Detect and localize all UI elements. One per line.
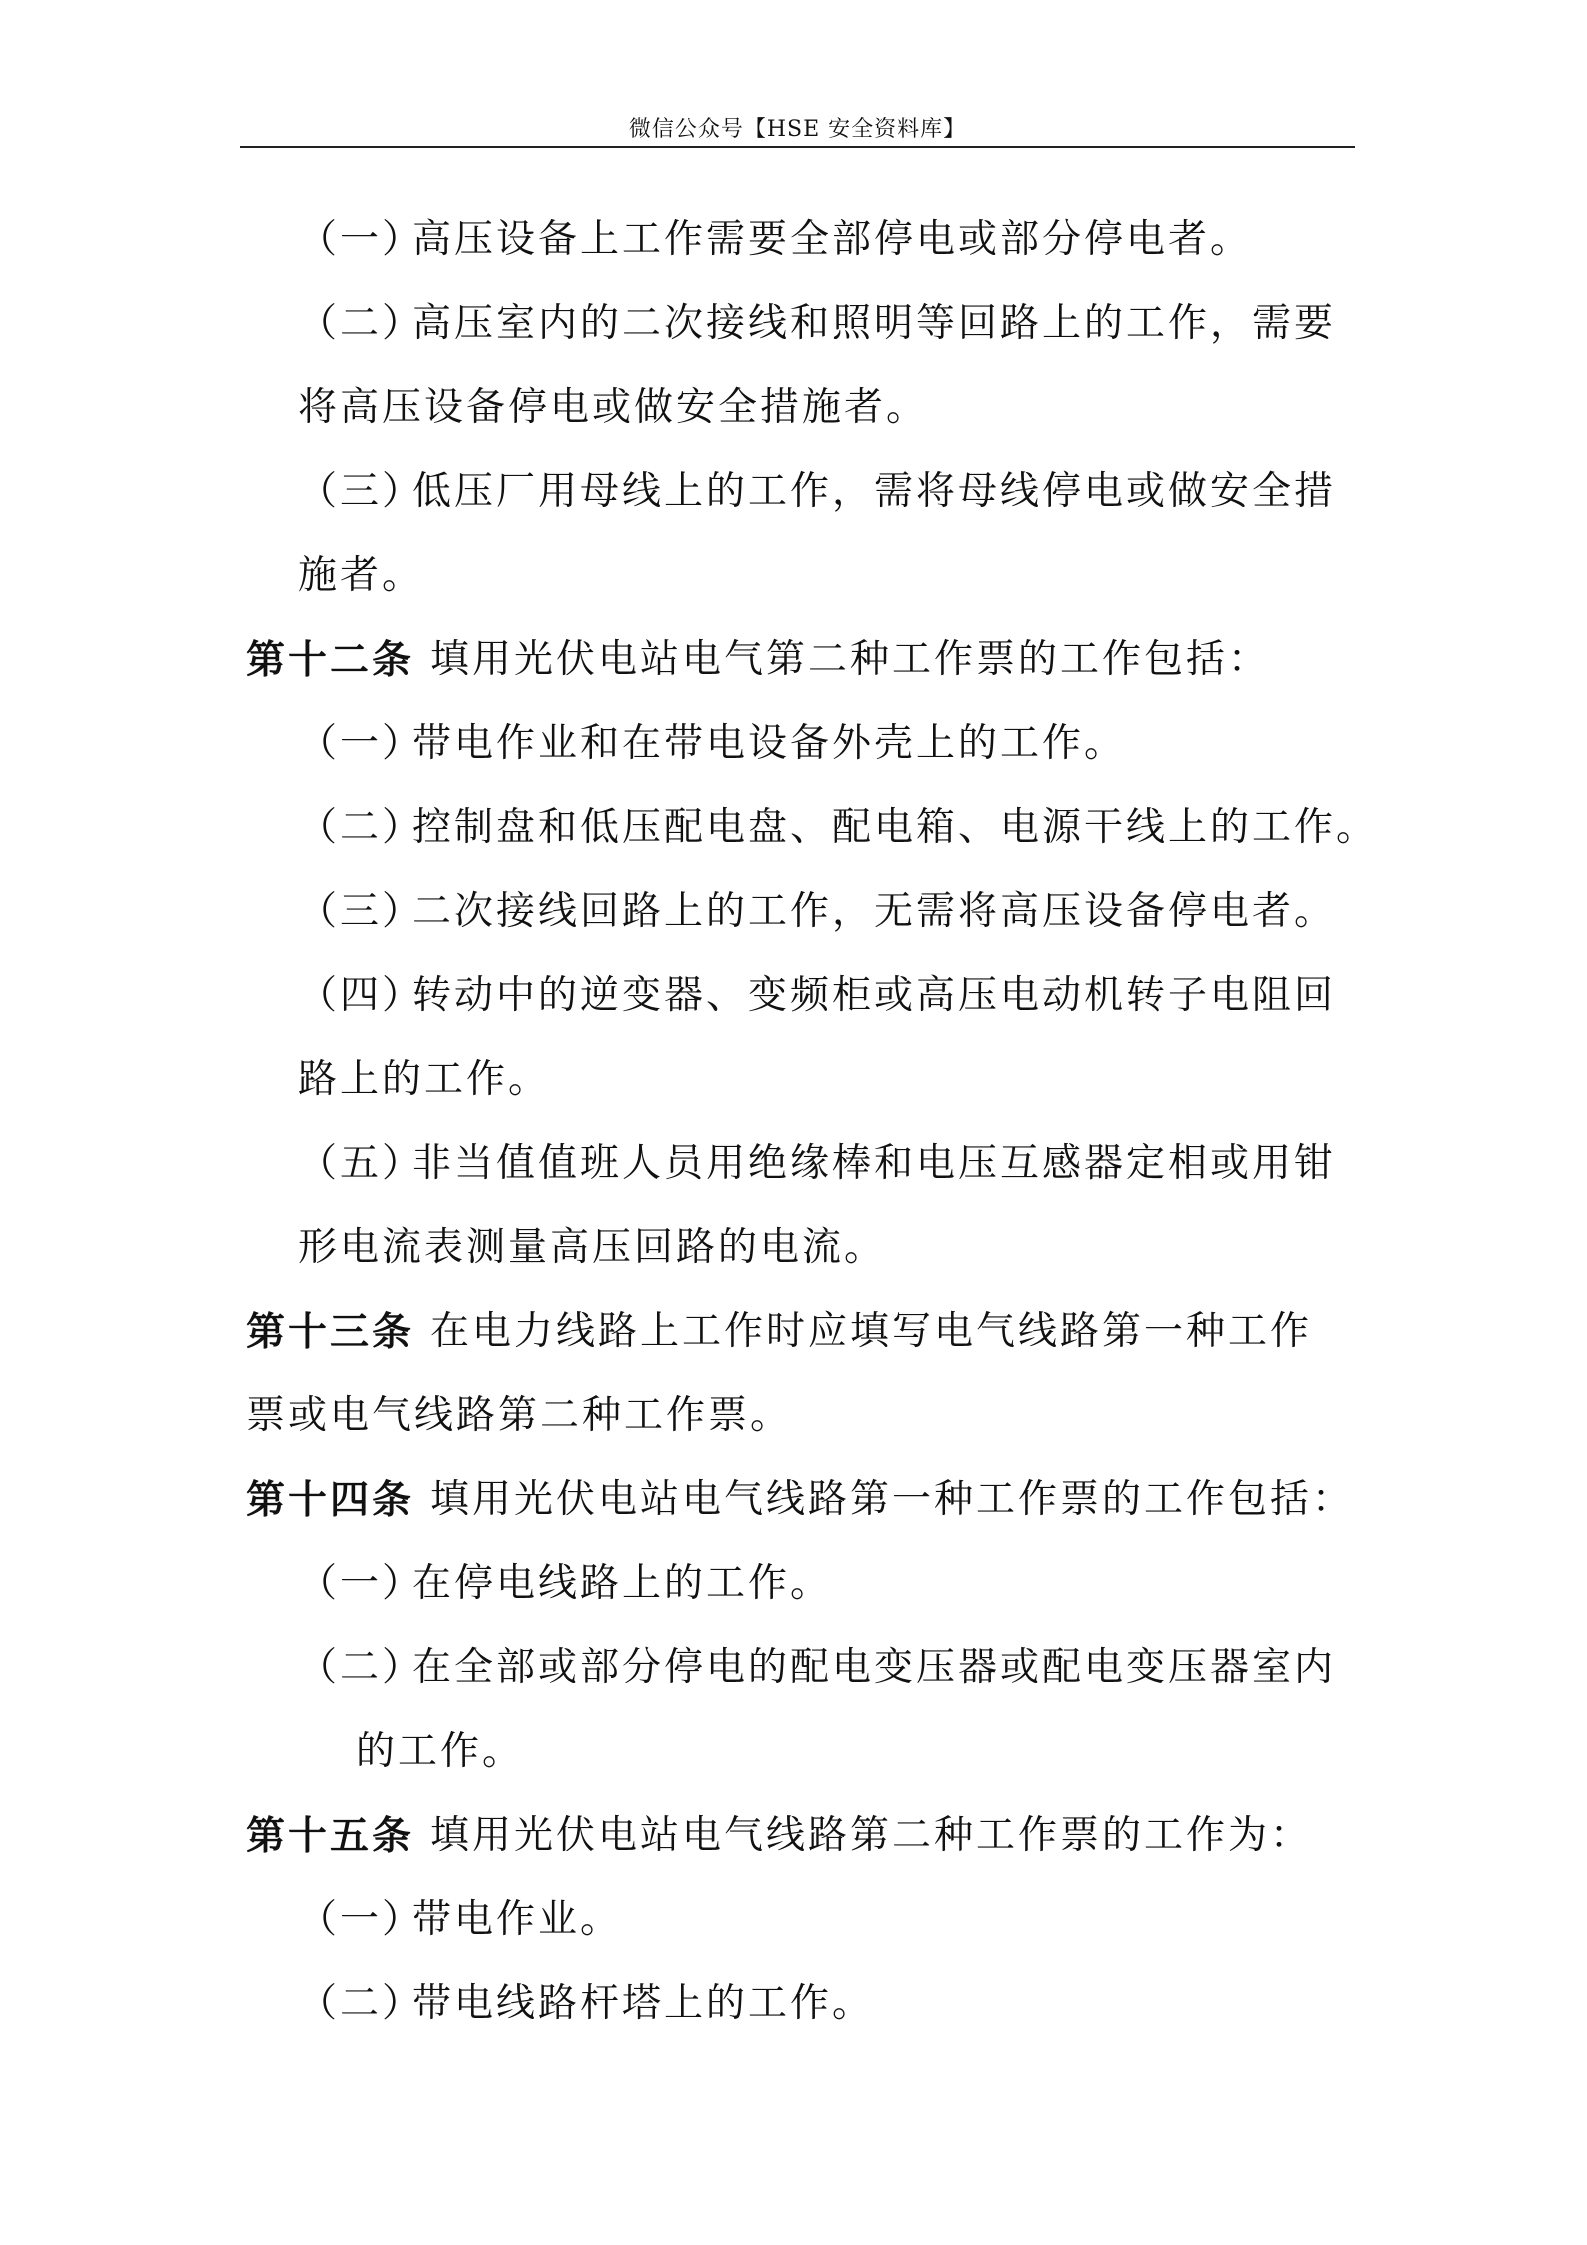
list-item bbox=[240, 702, 1355, 786]
list-item bbox=[240, 786, 1379, 870]
article-continuation bbox=[240, 1374, 1355, 1458]
list-item-continuation bbox=[240, 534, 1355, 618]
item-number: （一） bbox=[298, 1897, 425, 1942]
article-number: 第十五条 bbox=[246, 1813, 415, 1859]
list-item-continuation bbox=[240, 1206, 1355, 1290]
page-header: 微信公众号【HSE 安全资料库】 bbox=[628, 117, 967, 142]
list-item bbox=[240, 1878, 1355, 1962]
item-number: （一） bbox=[298, 1561, 425, 1606]
item-number: （二） bbox=[298, 1645, 425, 1690]
list-item bbox=[240, 1962, 1355, 2046]
item-text: 带电作业和在带电设备外壳上的工作。 bbox=[412, 721, 1127, 766]
item-text: 带电线路杆塔上的工作。 bbox=[412, 1981, 875, 2026]
list-item bbox=[240, 1122, 1355, 1206]
header-rule bbox=[240, 146, 1355, 148]
item-number: （二） bbox=[298, 301, 425, 346]
document-body bbox=[240, 198, 1379, 2046]
article-text: 在电力线路上工作时应填写电气线路第一种工作 bbox=[430, 1309, 1313, 1354]
item-text: 转动中的逆变器、变频柜或高压电动机转子电阻回 bbox=[412, 973, 1337, 1018]
item-text: 带电作业。 bbox=[412, 1897, 623, 1942]
article-14 bbox=[240, 1458, 1355, 1542]
item-number: （一） bbox=[298, 721, 425, 766]
item-text: 形电流表测量高压回路的电流。 bbox=[298, 1225, 887, 1270]
item-text: 在全部或部分停电的配电变压器或配电变压器室内 bbox=[412, 1645, 1337, 1690]
item-text: 路上的工作。 bbox=[298, 1057, 551, 1102]
item-number: （三） bbox=[298, 889, 425, 934]
article-15 bbox=[240, 1794, 1355, 1878]
item-number: （一） bbox=[298, 217, 425, 262]
list-item bbox=[240, 954, 1355, 1038]
item-number: （三） bbox=[298, 469, 425, 514]
article-text: 票或电气线路第二种工作票。 bbox=[246, 1393, 793, 1438]
list-item bbox=[240, 1626, 1355, 1710]
item-number: （四） bbox=[298, 973, 425, 1018]
item-text: 的工作。 bbox=[356, 1729, 525, 1774]
list-item-continuation bbox=[240, 1710, 1355, 1794]
article-12 bbox=[240, 618, 1355, 702]
list-item bbox=[240, 870, 1355, 954]
list-item bbox=[240, 198, 1355, 282]
article-text: 填用光伏电站电气第二种工作票的工作包括： bbox=[430, 637, 1271, 682]
article-13 bbox=[240, 1290, 1355, 1374]
article-number: 第十四条 bbox=[246, 1477, 415, 1523]
item-text: 高压设备上工作需要全部停电或部分停电者。 bbox=[412, 217, 1253, 262]
item-text: 二次接线回路上的工作，无需将高压设备停电者。 bbox=[412, 889, 1337, 934]
item-text: 高压室内的二次接线和照明等回路上的工作，需要 bbox=[412, 301, 1337, 346]
article-text: 填用光伏电站电气线路第一种工作票的工作包括： bbox=[430, 1477, 1355, 1522]
item-text: 控制盘和低压配电盘、配电箱、电源干线上的工作。 bbox=[412, 805, 1379, 850]
list-item bbox=[240, 1542, 1355, 1626]
article-number: 第十二条 bbox=[246, 637, 415, 683]
article-number: 第十三条 bbox=[246, 1309, 415, 1355]
item-number: （二） bbox=[298, 805, 425, 850]
item-text: 施者。 bbox=[298, 553, 425, 598]
list-item-continuation bbox=[240, 1038, 1355, 1122]
item-text: 将高压设备停电或做安全措施者。 bbox=[298, 385, 929, 430]
item-number: （五） bbox=[298, 1141, 425, 1186]
article-text: 填用光伏电站电气线路第二种工作票的工作为： bbox=[430, 1813, 1313, 1858]
list-item bbox=[240, 450, 1355, 534]
list-item-continuation bbox=[240, 366, 1355, 450]
item-text: 低压厂用母线上的工作，需将母线停电或做安全措 bbox=[412, 469, 1337, 514]
item-number: （二） bbox=[298, 1981, 425, 2026]
item-text: 非当值值班人员用绝缘棒和电压互感器定相或用钳 bbox=[412, 1141, 1337, 1186]
item-text: 在停电线路上的工作。 bbox=[412, 1561, 833, 1606]
list-item bbox=[240, 282, 1355, 366]
